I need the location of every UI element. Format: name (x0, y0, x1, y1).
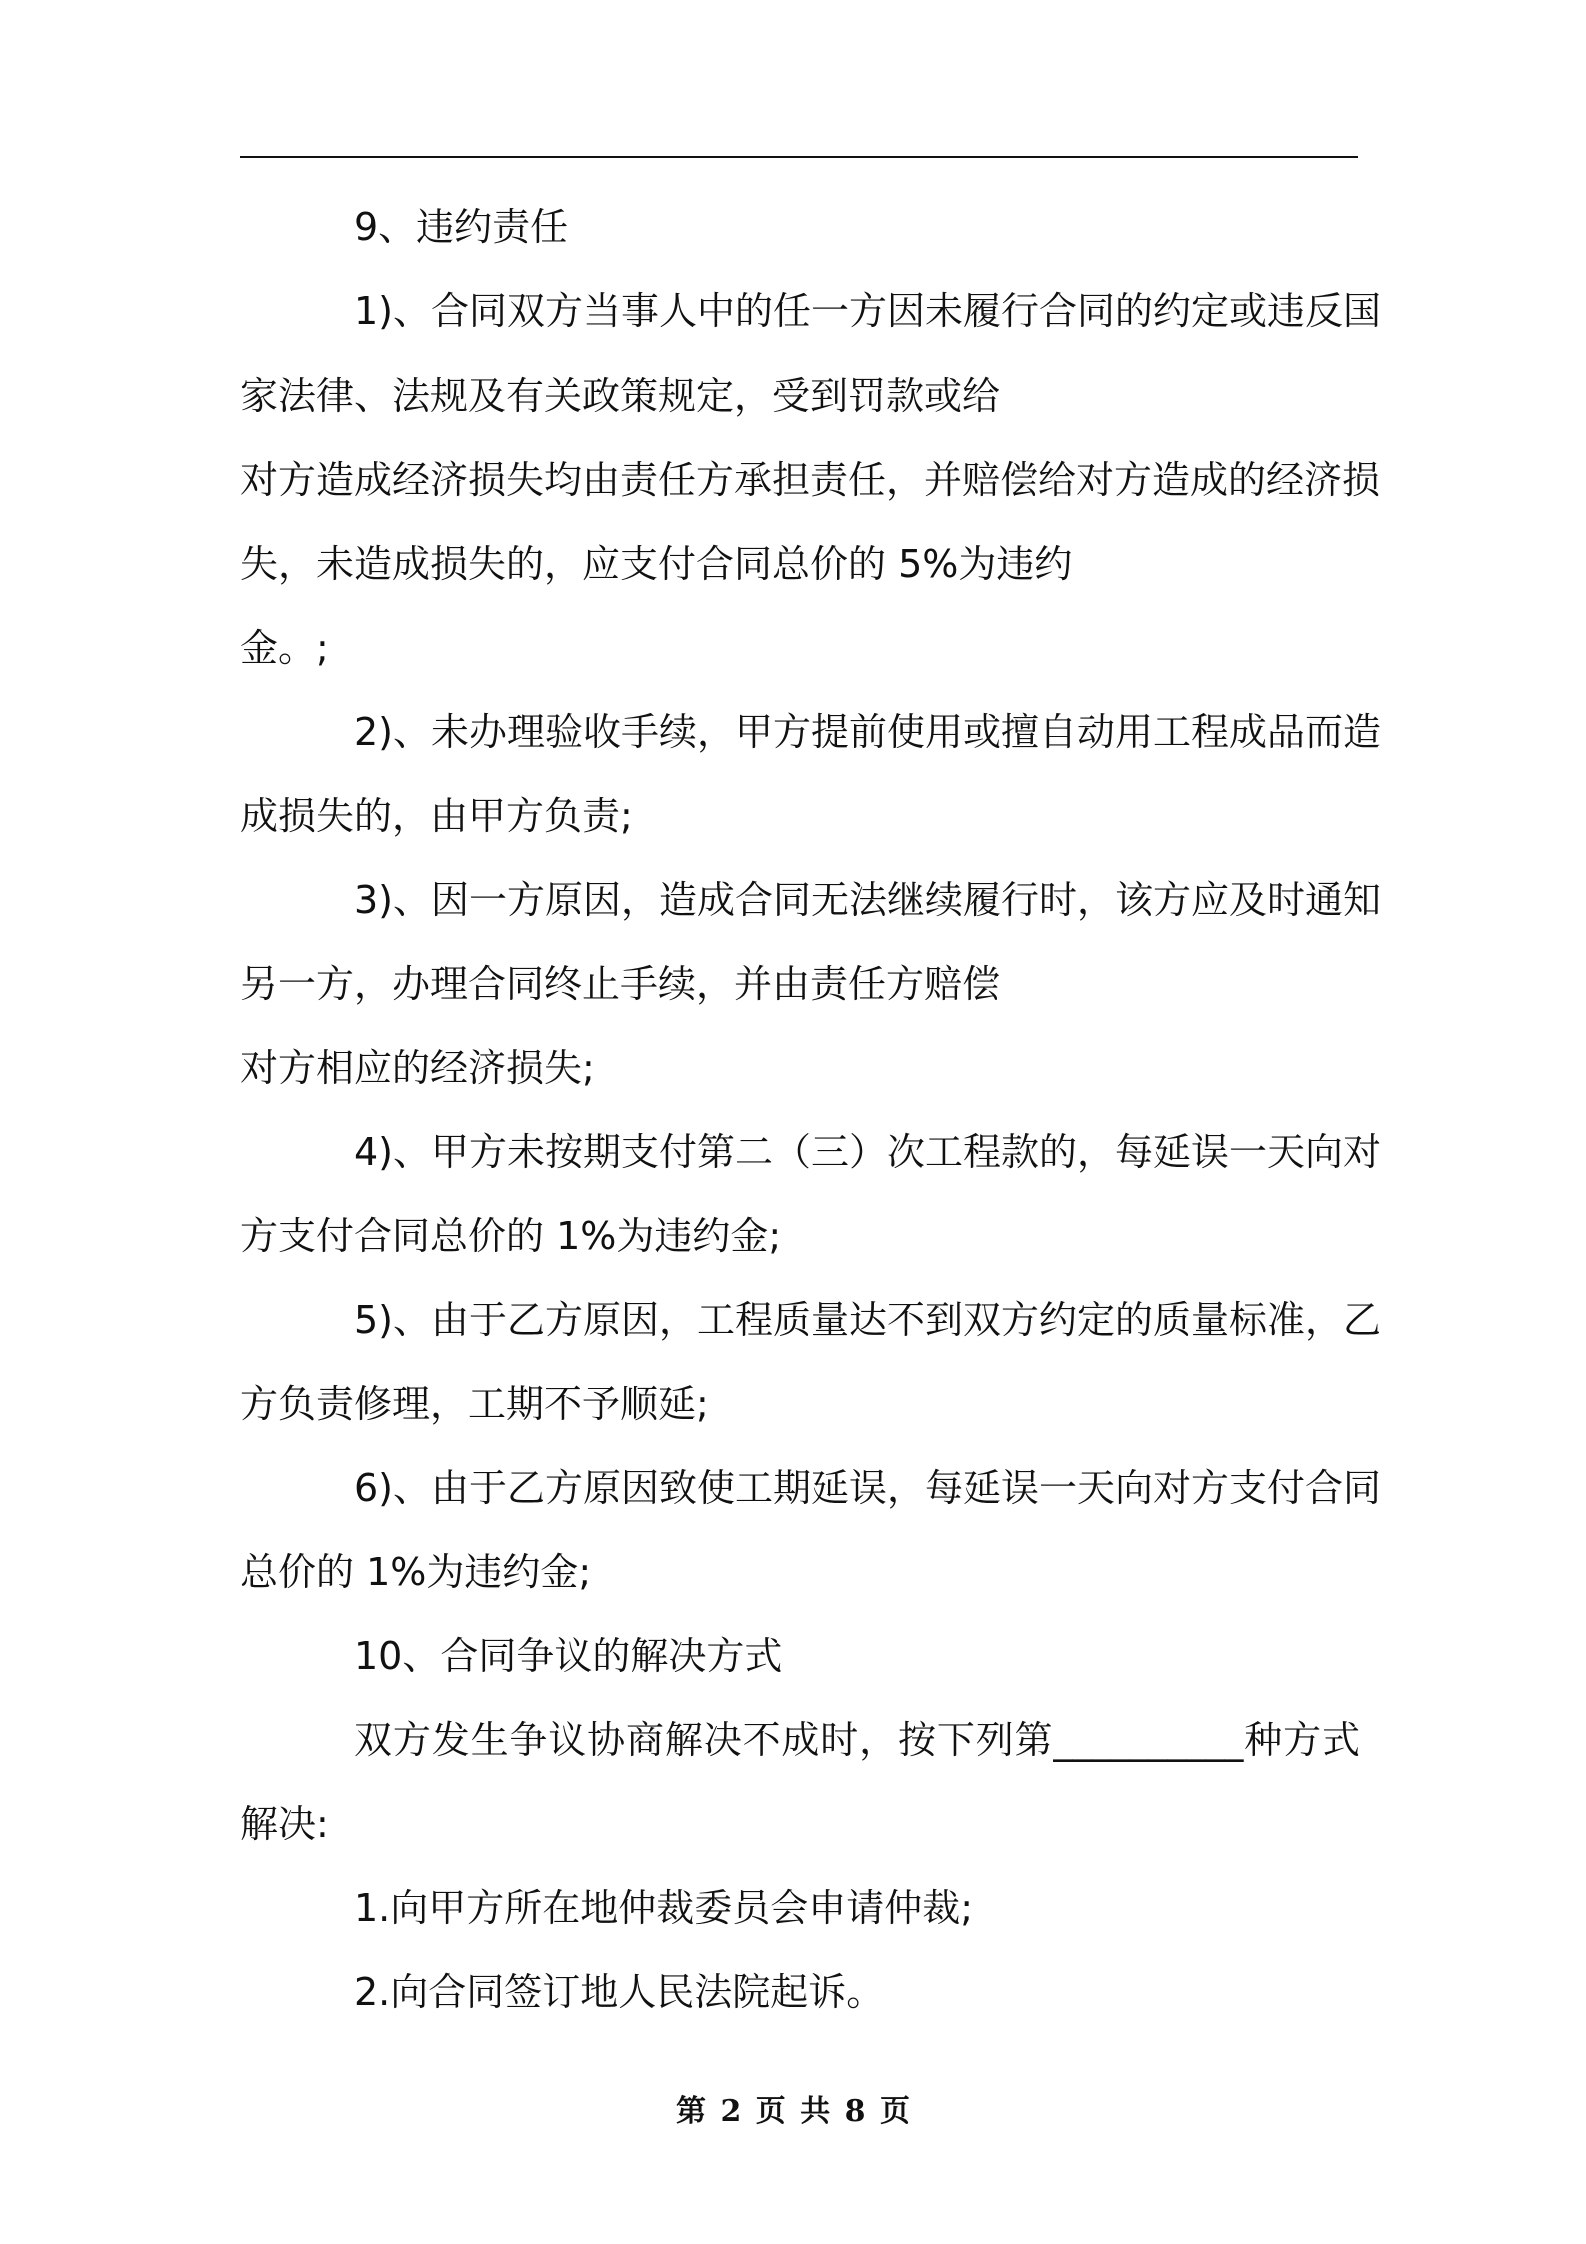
clause-1-line: 金。; (240, 626, 329, 670)
clause-3-line: 3)、因一方原因，造成合同无法继续履行时，该方应及时通知 (354, 878, 1382, 922)
clause-2-line: 2)、未办理验收手续，甲方提前使用或擅自动用工程成品而造 (354, 710, 1382, 754)
clause-2-line: 成损失的，由甲方负责; (240, 794, 633, 838)
header-rule (240, 156, 1358, 158)
clause-3-line: 对方相应的经济损失; (240, 1046, 595, 1090)
clause-1-line: 1)、合同双方当事人中的任一方因未履行合同的约定或违反国 (354, 289, 1382, 333)
clause-4-line: 方支付合同总价的 1%为违约金; (240, 1214, 782, 1258)
section-heading-dispute: 10、合同争议的解决方式 (354, 1634, 783, 1678)
dispute-option-arbitration: 1.向甲方所在地仲裁委员会申请仲裁; (354, 1886, 974, 1930)
clause-1-line: 对方造成经济损失均由责任方承担责任，并赔偿给对方造成的经济损 (240, 458, 1381, 502)
clause-5-line: 方负责修理，工期不予顺延; (240, 1382, 709, 1426)
clause-1-line: 失，未造成损失的，应支付合同总价的 5%为违约 (240, 542, 1073, 586)
clause-6-line: 总价的 1%为违约金; (240, 1550, 592, 1594)
dispute-option-court: 2.向合同签订地人民法院起诉。 (354, 1970, 885, 2014)
dispute-text-line: 解决: (240, 1802, 329, 1846)
clause-5-line: 5)、由于乙方原因，工程质量达不到双方约定的质量标准，乙 (354, 1298, 1382, 1342)
clause-4-line: 4)、甲方未按期支付第二（三）次工程款的，每延误一天向对 (354, 1130, 1382, 1174)
clause-6-line: 6)、由于乙方原因致使工期延误，每延误一天向对方支付合同 (354, 1466, 1382, 1510)
clause-1-line: 家法律、法规及有关政策规定，受到罚款或给 (240, 374, 1001, 418)
section-heading-breach: 9、违约责任 (354, 205, 569, 249)
dispute-text-line: 双方发生争议协商解决不成时，按下列第__________种方式 (354, 1718, 1360, 1762)
clause-3-line: 另一方，办理合同终止手续，并由责任方赔偿 (240, 962, 1001, 1006)
page-number-footer: 第 2 页 共 8 页 (676, 2094, 910, 2129)
